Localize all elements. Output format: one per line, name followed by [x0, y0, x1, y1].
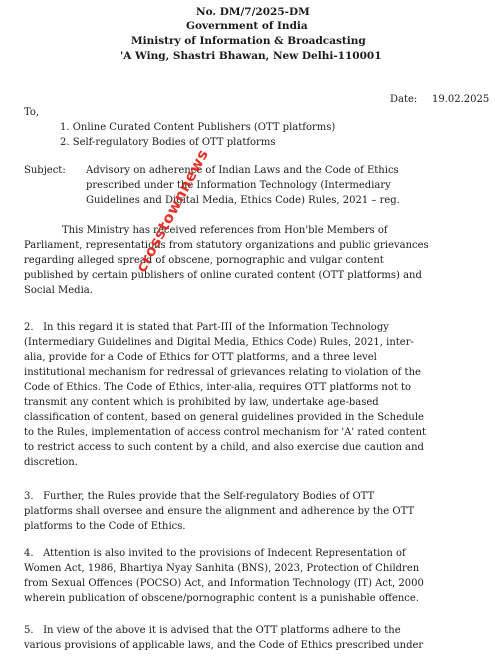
- paragraph-line: platforms shall oversee and ensure the alignment and adherence by the OTT: [24, 506, 415, 517]
- paragraph-line: transmit any content which is prohibited by law, undertake age-based: [24, 397, 379, 408]
- paragraph-line: 3. Further, the Rules provide that the Self-regulatory Bodies of OTT: [24, 491, 375, 502]
- paragraph-3: [24, 489, 470, 534]
- paragraph-line: Parliament, representations from statutory organizations and public grievances: [24, 240, 429, 251]
- paragraph-line: to the Rules, implementation of access control mechanism for 'A' rated content: [24, 427, 427, 438]
- paragraph-line: Women Act, 1986, Bhartiya Nyay Sanhita (BNS), 2023, Protection of Children: [24, 563, 420, 574]
- paragraph-line: wherein publication of obscene/pornographic content is a punishable offence.: [24, 593, 419, 604]
- subject-label: Subject:: [24, 165, 66, 176]
- paragraph-line: published by certain publishers of online curated content (OTT platforms) and: [24, 270, 422, 281]
- paragraph-line: Social Media.: [24, 285, 93, 296]
- paragraph-1: [24, 223, 470, 298]
- subject-line: Advisory on adherence of Indian Laws and the Code of Ethics: [86, 165, 399, 176]
- paragraph-line: Code of Ethics. The Code of Ethics, inter-alia, requires OTT platforms not to: [24, 382, 412, 393]
- address-line: 'A Wing, Shastri Bhawan, New Delhi-110001: [120, 50, 382, 62]
- paragraph-line: institutional mechanism for redressal of grievances relating to violation of the: [24, 367, 421, 378]
- paragraph-line: various provisions of applicable laws, and the Code of Ethics prescribed under: [24, 640, 424, 651]
- paragraph-line: discretion.: [24, 457, 78, 468]
- date-value: 19.02.2025: [432, 94, 490, 105]
- paragraph-line: alia, provide for a Code of Ethics for OTT platforms, and a three level: [24, 352, 377, 363]
- paragraph-4: [24, 546, 470, 606]
- paragraph-line: to restrict access to such content by a child, and also exercise due caution and: [24, 442, 424, 453]
- paragraph-2: [24, 320, 470, 470]
- paragraph-line: 4. Attention is also invited to the provisions of Indecent Representation of: [24, 548, 406, 559]
- recipient-item: 1. Online Curated Content Publishers (OTT platforms): [60, 122, 336, 133]
- paragraph-line: regarding alleged spread of obscene, pornographic and vulgar content: [24, 255, 384, 266]
- paragraph-line: classification of content, based on general guidelines provided in the Schedule: [24, 412, 424, 423]
- subject-line: Guidelines and Digital Media, Ethics Code) Rules, 2021 – reg.: [86, 195, 400, 206]
- paragraph-line: 2. In this regard it is stated that Part-III of the Information Technology: [24, 322, 389, 333]
- government-line: Government of India: [186, 20, 308, 32]
- to-label: To,: [24, 107, 40, 118]
- reference-number: No. DM/7/2025-DM: [196, 6, 310, 18]
- recipient-item: 2. Self-regulatory Bodies of OTT platforms: [60, 137, 276, 148]
- paragraph-line: from Sexual Offences (POCSO) Act, and Information Technology (IT) Act, 2000: [24, 578, 424, 589]
- paragraph-line: (Intermediary Guidelines and Digital Media, Ethics Code) Rules, 2021, inter-: [24, 337, 414, 348]
- paragraph-line: platforms to the Code of Ethics.: [24, 521, 186, 532]
- subject-line: prescribed under the Information Technology (Intermediary: [86, 180, 391, 191]
- paragraph-line: This Ministry has received references from Hon'ble Members of: [62, 225, 388, 236]
- date-label: Date:: [390, 94, 418, 105]
- paragraph-5: [24, 623, 470, 653]
- paragraph-line: 5. In view of the above it is advised that the OTT platforms adhere to the: [24, 625, 401, 636]
- ministry-line: Ministry of Information & Broadcasting: [131, 35, 366, 47]
- watermark: crosstownnews: [132, 146, 213, 276]
